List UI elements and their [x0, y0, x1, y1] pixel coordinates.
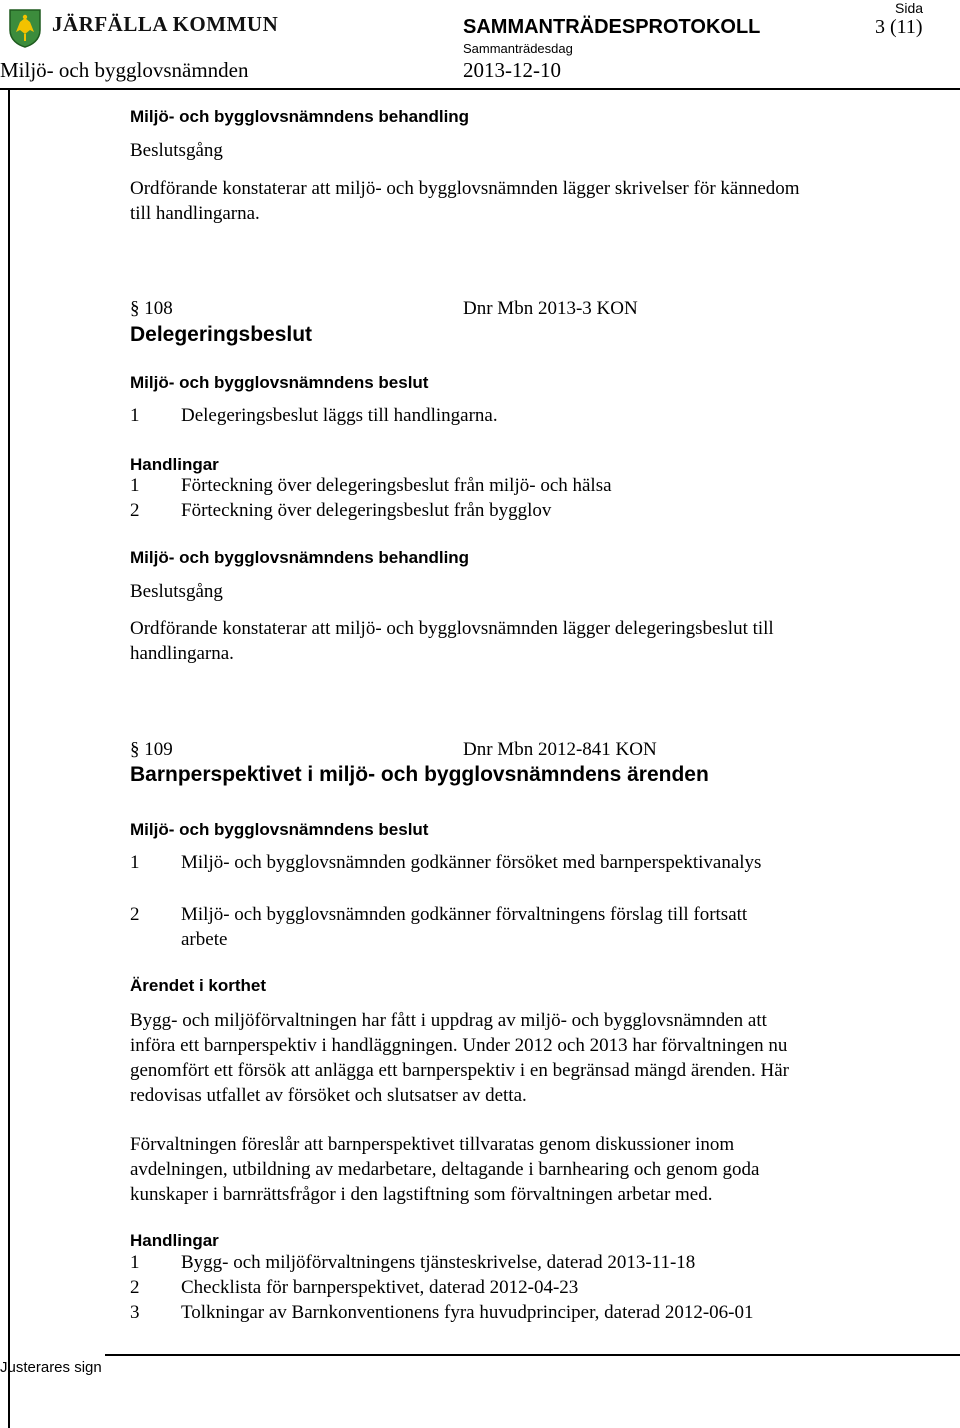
beslutsgang-label: Beslutsgång: [130, 581, 223, 602]
paragraph-number: § 108: [130, 298, 173, 319]
decision-item: 1 Delegeringsbeslut läggs till handlingarna.: [130, 405, 498, 426]
header-divider: [0, 88, 960, 90]
behandling-text: Ordförande konstaterar att miljö- och bygglovsnämnden lägger skrivelser för kännedom till handlingarna.: [130, 178, 800, 224]
handlingar-heading: Handlingar: [130, 455, 219, 474]
justerare-sign-label: Justerares sign: [0, 1359, 102, 1376]
municipality-name: JÄRFÄLLA KOMMUN: [52, 12, 279, 36]
handling-item: 2 Förteckning över delegeringsbeslut från bygglov: [130, 500, 552, 521]
beslut-heading: Miljö- och bygglovsnämndens beslut: [130, 373, 429, 392]
behandling-text: Ordförande konstaterar att miljö- och bygglovsnämnden lägger delegeringsbeslut till handlingarna.: [130, 618, 774, 664]
protocol-title: SAMMANTRÄDESPROTOKOLL: [463, 16, 761, 38]
jarfalla-coat-of-arms-icon: [8, 8, 42, 48]
meeting-date-label: Sammanträdesdag: [463, 41, 573, 56]
handling-item: 1 Förteckning över delegeringsbeslut från miljö- och hälsa: [130, 475, 612, 496]
decision-item: 1 Miljö- och bygglovsnämnden godkänner försöket med barnperspektivanalys: [130, 852, 762, 873]
diary-number: Dnr Mbn 2012-841 KON: [463, 739, 657, 760]
handling-item: 3 Tolkningar av Barnkonventionens fyra huvudprinciper, daterad 2012-06-01: [130, 1302, 754, 1323]
left-margin-line: [8, 88, 10, 1428]
sida-label: Sida: [895, 0, 924, 16]
page-number: 3 (11): [875, 16, 923, 38]
handlingar-heading: Handlingar: [130, 1231, 219, 1250]
behandling-heading: Miljö- och bygglovsnämndens behandling: [130, 548, 470, 567]
decision-item: 2 Miljö- och bygglovsnämnden godkänner förvaltningens förslag till fortsatt arbete: [130, 904, 748, 950]
beslut-heading: Miljö- och bygglovsnämndens beslut: [130, 820, 429, 839]
meeting-date: 2013-12-10: [463, 58, 561, 82]
section-title: Delegeringsbeslut: [130, 323, 313, 346]
summary-paragraph: Bygg- och miljöförvaltningen har fått i uppdrag av miljö- och bygglovsnämnden att införa ett barnperspektiv i handläggningen. Under 2012 och 2013 har förvaltningen nu genomfört ett försök att anlägga ett barnperspektiv i en begränsad mängd ärenden. Här redovisas utfallet av försöket och slutsatser av detta.: [130, 1010, 789, 1106]
committee-name: Miljö- och bygglovsnämnden: [0, 58, 249, 82]
handling-item: 2 Checklista för barnperspektivet, daterad 2012-04-23: [130, 1277, 579, 1298]
paragraph-number: § 109: [130, 739, 173, 760]
handling-item: 1 Bygg- och miljöförvaltningens tjänsteskrivelse, daterad 2013-11-18: [130, 1252, 696, 1273]
proposal-paragraph: Förvaltningen föreslår att barnperspektivet tillvaratas genom diskussioner inom avdelningen, utbildning av medarbetare, deltagande i barnhearing och genom goda kunskaper i barnrättsfrågor i den lagstiftning som förvaltningen arbetar med.: [130, 1134, 760, 1205]
section-title: Barnperspektivet i miljö- och bygglovsnämndens ärenden: [130, 763, 709, 786]
beslutsgang-label: Beslutsgång: [130, 140, 223, 161]
diary-number: Dnr Mbn 2013-3 KON: [463, 298, 638, 319]
behandling-heading: Miljö- och bygglovsnämndens behandling: [130, 107, 470, 126]
arendet-heading: Ärendet i korthet: [130, 976, 267, 995]
signature-line: [105, 1354, 960, 1356]
